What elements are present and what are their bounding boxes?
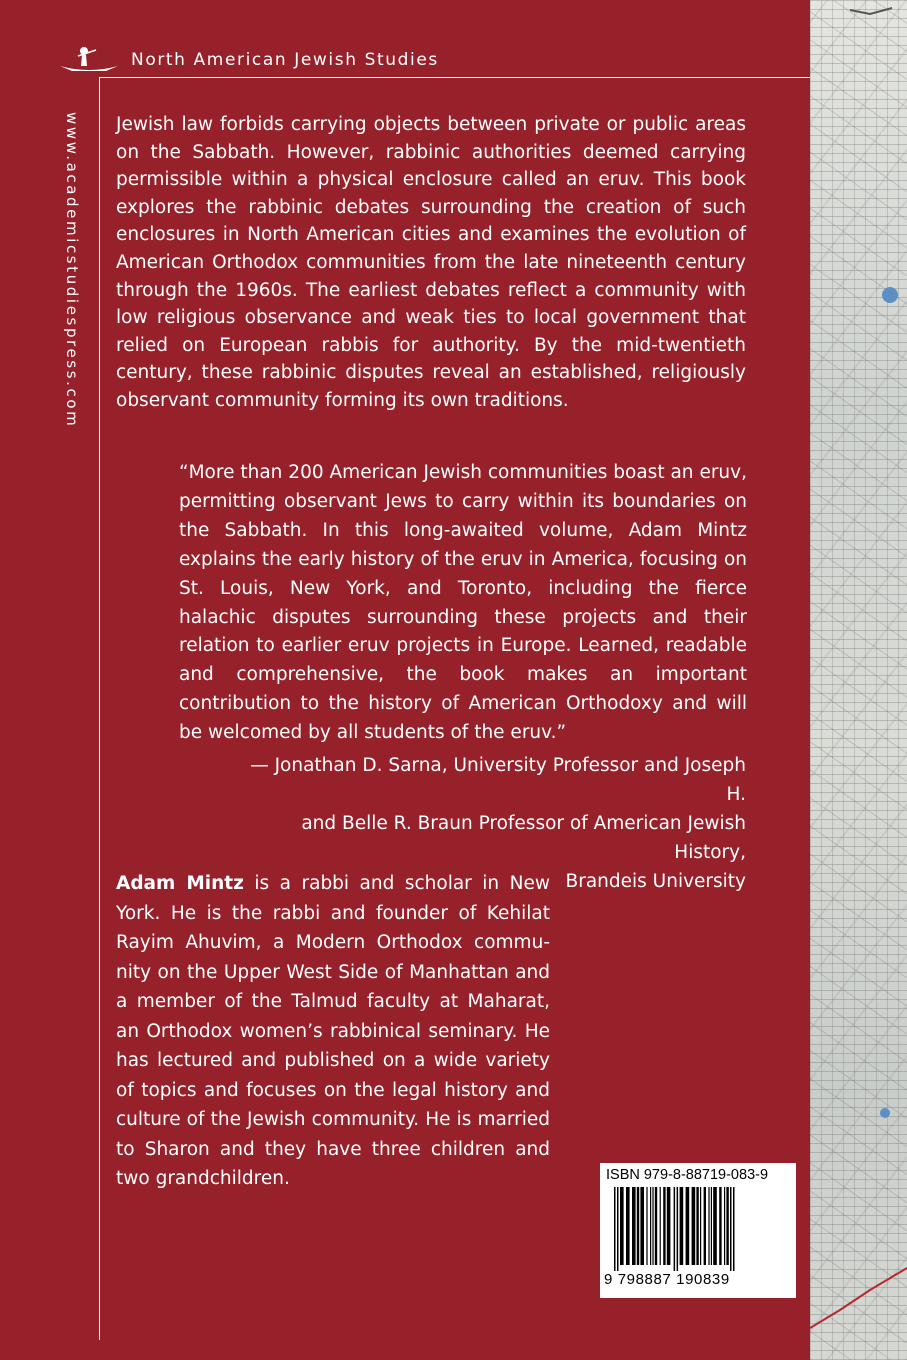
book-description: Jewish law forbids carrying objects between private or public areas on the Sabbath. However, rabbinic authorities deemed carrying permissible within a physical enclosure called an eruv. This book explores the rabbinic debates surrounding the creation of such enclosures in North American cities and examines the evolution of American Orthodox communities from the late nineteenth century through the 1960s. The earliest debates reflect a community with low religious observance and weak ties to local government that relied on European rabbis for authority. By the mid-twentieth century, these rabbinic disputes reveal an established, religiously observant community forming its own traditions. <box>116 114 746 411</box>
isbn-label: ISBN 979-8-88719-083-9 <box>606 1167 769 1183</box>
barcode-guard-bar <box>614 1187 616 1271</box>
map-route-line <box>810 0 907 1360</box>
barcode-guard-bar <box>677 1187 679 1271</box>
attribution-line: — Jonathan D. Sarna, University Professor and Joseph H. <box>250 755 746 805</box>
attribution-line: Brandeis University <box>565 870 746 892</box>
barcode-bar <box>652 1187 653 1265</box>
barcode-bar <box>640 1187 644 1265</box>
attribution-line: and Belle R. Braun Professor of American Jewish History, <box>301 812 746 863</box>
map-background-strip <box>810 0 907 1360</box>
barcode-bar <box>655 1187 657 1265</box>
barcode-bar <box>713 1187 717 1265</box>
barcode-bar <box>692 1187 696 1265</box>
barcode-bar <box>719 1187 721 1265</box>
barcode-bar <box>708 1187 709 1265</box>
barcode-bar <box>663 1187 665 1265</box>
barcode-bar <box>680 1187 684 1265</box>
author-bio-text: is a rabbi and scholar in New York. He is the rabbi and founder of Kehilat Rayim Ahuvim, a Modern Orthodox community on the Upper West Side of Manhattan and a member of the Talmud faculty at Maharat, an Orthodox women’s rabbinical seminary. He has lectured and published on a wide variety of topics and focuses on the legal history and culture of the Jewish community. He is married to Sharon and they have three children and two grandchildren. <box>116 873 550 1189</box>
barcode-bar <box>637 1187 639 1265</box>
barcode-bar <box>650 1187 651 1265</box>
barcode-bar <box>724 1187 725 1265</box>
barcode-guard-bar <box>733 1187 735 1271</box>
barcode-bar <box>696 1187 698 1265</box>
barcode-bar <box>711 1187 712 1265</box>
left-margin-rule <box>99 77 100 1340</box>
barcode-guard-bar <box>617 1187 619 1271</box>
barcode-bar <box>632 1187 636 1265</box>
header-divider <box>100 77 810 78</box>
author-name: Adam Mintz <box>116 873 244 894</box>
barcode-bars <box>608 1187 788 1271</box>
barcode-bar <box>686 1187 690 1265</box>
barcode-guard-bar <box>730 1187 732 1271</box>
endorsement-quote: “More than 200 American Jewish communities boast an eruv, permitting observant Jews to carry within its boundaries on the Sabbath. In this long-awaited volume, Adam Mintz explains the early history of the eruv in America, focusing on St. Louis, New York, and Toronto, including the fierce halachic disputes surrounding these projects and their relation to earlier eruv projects in Europe. Learned, readable and comprehensive, the book makes an important contribution to the history of American Orthodoxy and will be welcomed by all students of the eruv.” <box>179 462 747 744</box>
barcode-bar <box>704 1187 706 1265</box>
barcode-bar <box>626 1187 630 1265</box>
author-bio <box>116 869 550 1194</box>
series-title: North American Jewish Studies <box>131 50 439 70</box>
boat-figure-icon <box>56 44 122 84</box>
barcode-digits: 9 798887 190839 <box>604 1271 730 1288</box>
barcode-bar <box>620 1187 624 1265</box>
barcode-bar <box>646 1187 647 1265</box>
barcode-bar <box>667 1187 671 1265</box>
barcode-guard-bar <box>674 1187 676 1271</box>
isbn-barcode-box <box>600 1163 796 1298</box>
publisher-website: www.academicstudiespress.com <box>63 112 81 429</box>
barcode-bar <box>700 1187 701 1265</box>
barcode-bar <box>726 1187 728 1265</box>
barcode-bar <box>660 1187 661 1265</box>
